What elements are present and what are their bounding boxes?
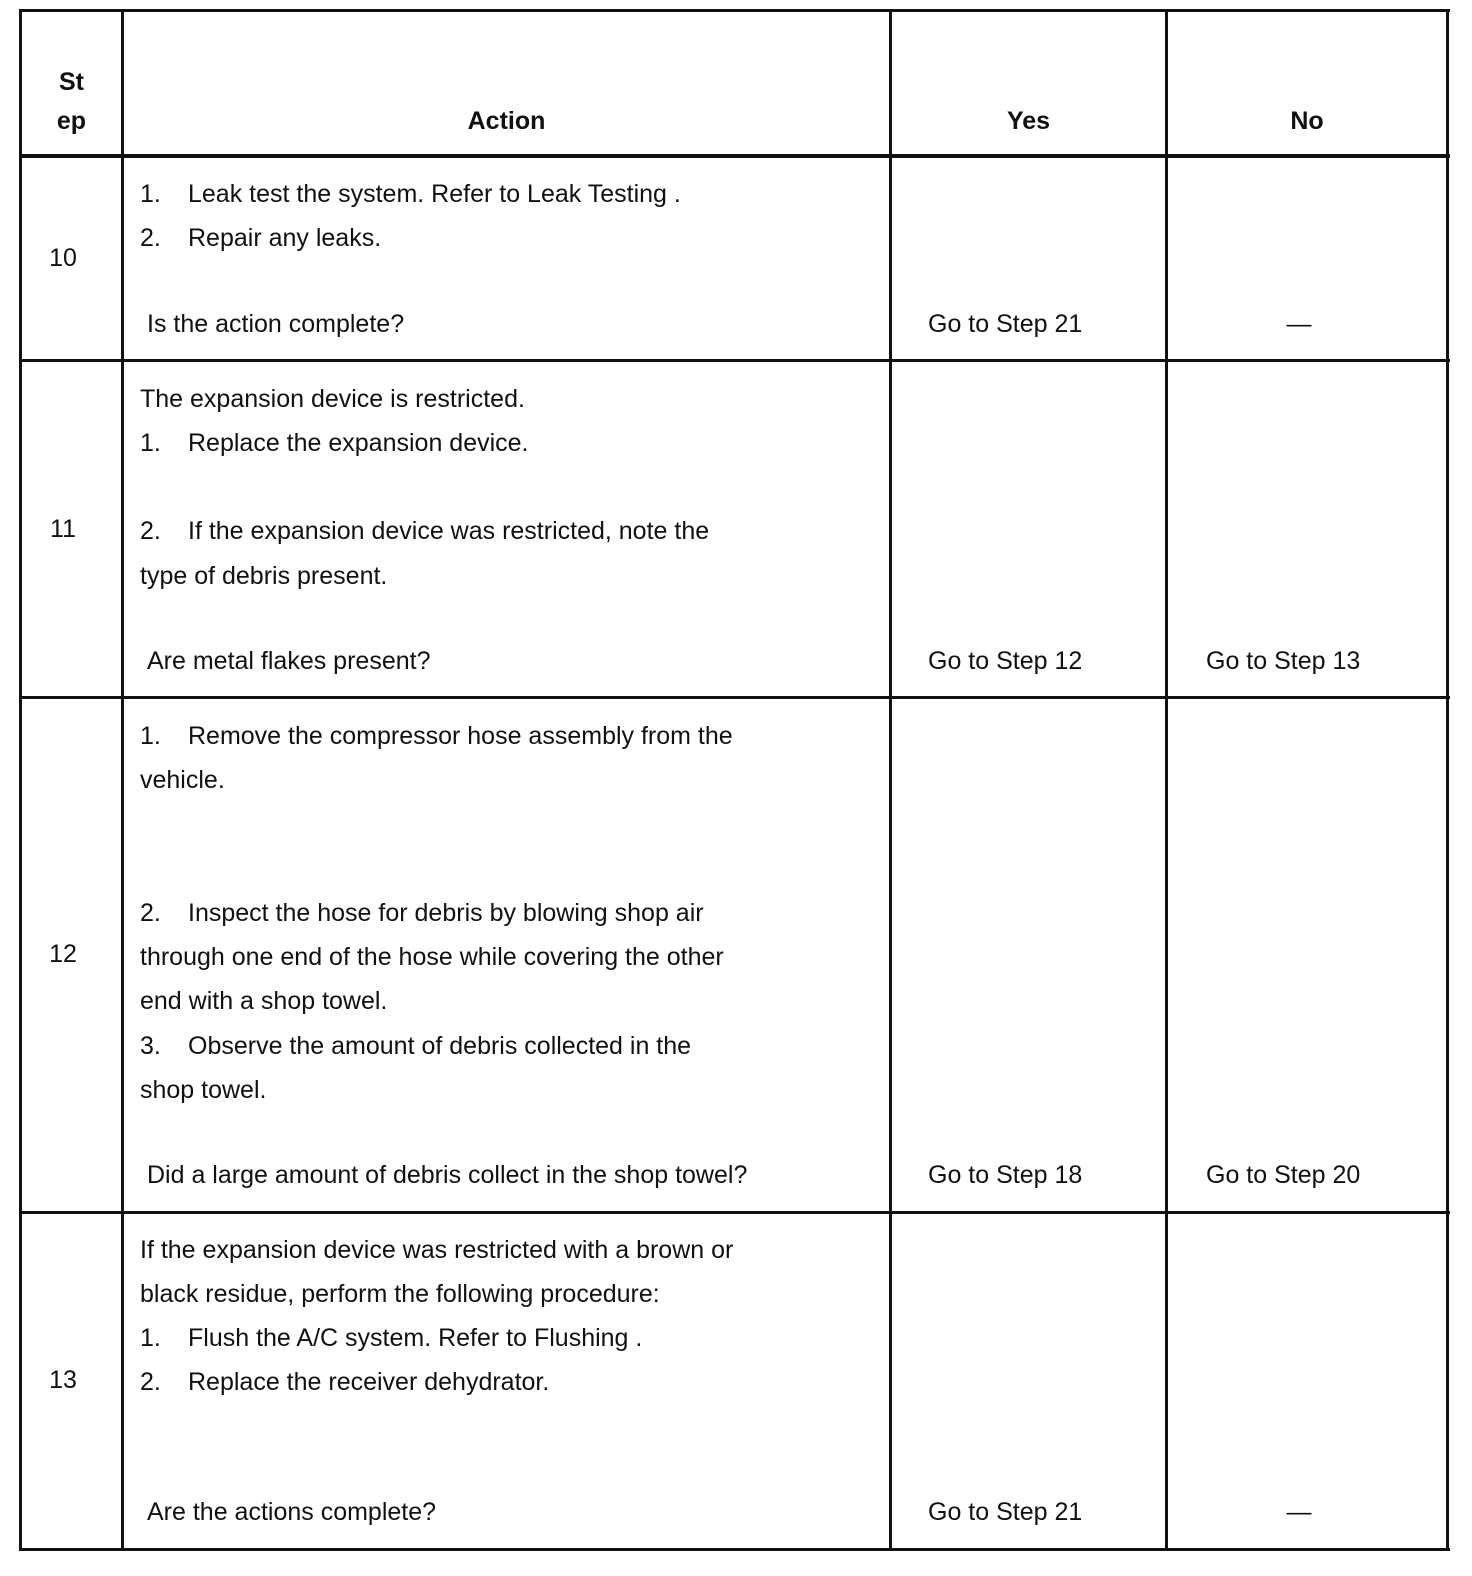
header-step-line2: ep — [56, 107, 87, 135]
yes-link[interactable]: Go to Step 18 — [928, 1161, 1083, 1189]
no-result: — — [1286, 1498, 1312, 1526]
table-border-top — [19, 9, 1450, 12]
no-link[interactable]: Go to Step 13 — [1206, 647, 1361, 675]
header-no: No — [1290, 107, 1324, 135]
header-step-line1: St — [59, 68, 84, 96]
question: Did a large amount of debris collect in the shop towel? — [147, 1161, 748, 1189]
column-divider — [889, 9, 892, 1551]
table-border-bottom — [19, 1548, 1450, 1551]
row-divider — [19, 1211, 1450, 1214]
step-number: 12 — [49, 940, 77, 968]
step-number: 11 — [50, 515, 76, 543]
header-yes: Yes — [1006, 107, 1051, 135]
action-line: black residue, perform the following procedure: — [140, 1280, 660, 1308]
action-line: end with a shop towel. — [140, 987, 388, 1015]
action-line: 2. Replace the receiver dehydrator. — [140, 1368, 550, 1396]
action-line: 3. Observe the amount of debris collected in the — [140, 1032, 692, 1060]
action-line: 2. If the expansion device was restricted, note the — [140, 517, 710, 545]
yes-link[interactable]: Go to Step 12 — [928, 647, 1083, 675]
step-number: 13 — [49, 1366, 77, 1394]
question: Are metal flakes present? — [147, 647, 431, 675]
action-line: 1. Remove the compressor hose assembly from the — [140, 722, 733, 750]
action-line: 2. Inspect the hose for debris by blowing shop air — [140, 899, 704, 927]
question: Are the actions complete? — [147, 1498, 437, 1526]
table-border-right — [1446, 9, 1449, 1551]
table-border-left — [19, 9, 22, 1551]
header-action: Action — [467, 107, 546, 135]
no-result: — — [1286, 310, 1312, 338]
action-line: vehicle. — [140, 766, 225, 794]
action-line: 1. Leak test the system. Refer to Leak Testing . — [140, 180, 681, 208]
action-line: 2. Repair any leaks. — [140, 224, 382, 252]
action-line: through one end of the hose while covering the other — [140, 943, 724, 971]
action-line: The expansion device is restricted. — [140, 385, 525, 413]
action-line: type of debris present. — [140, 562, 388, 590]
action-line: If the expansion device was restricted with a brown or — [140, 1236, 734, 1264]
step-number: 10 — [49, 244, 77, 272]
action-line: 1. Replace the expansion device. — [140, 429, 529, 457]
row-divider — [19, 696, 1450, 699]
question: Is the action complete? — [147, 310, 405, 338]
yes-link[interactable]: Go to Step 21 — [928, 310, 1083, 338]
no-link[interactable]: Go to Step 20 — [1206, 1161, 1361, 1189]
column-divider — [121, 9, 124, 1551]
action-line: shop towel. — [140, 1076, 267, 1104]
row-divider — [19, 359, 1450, 362]
column-divider — [1165, 9, 1168, 1551]
yes-link[interactable]: Go to Step 21 — [928, 1498, 1083, 1526]
header-divider — [19, 154, 1450, 158]
action-line: 1. Flush the A/C system. Refer to Flushing . — [140, 1324, 643, 1352]
